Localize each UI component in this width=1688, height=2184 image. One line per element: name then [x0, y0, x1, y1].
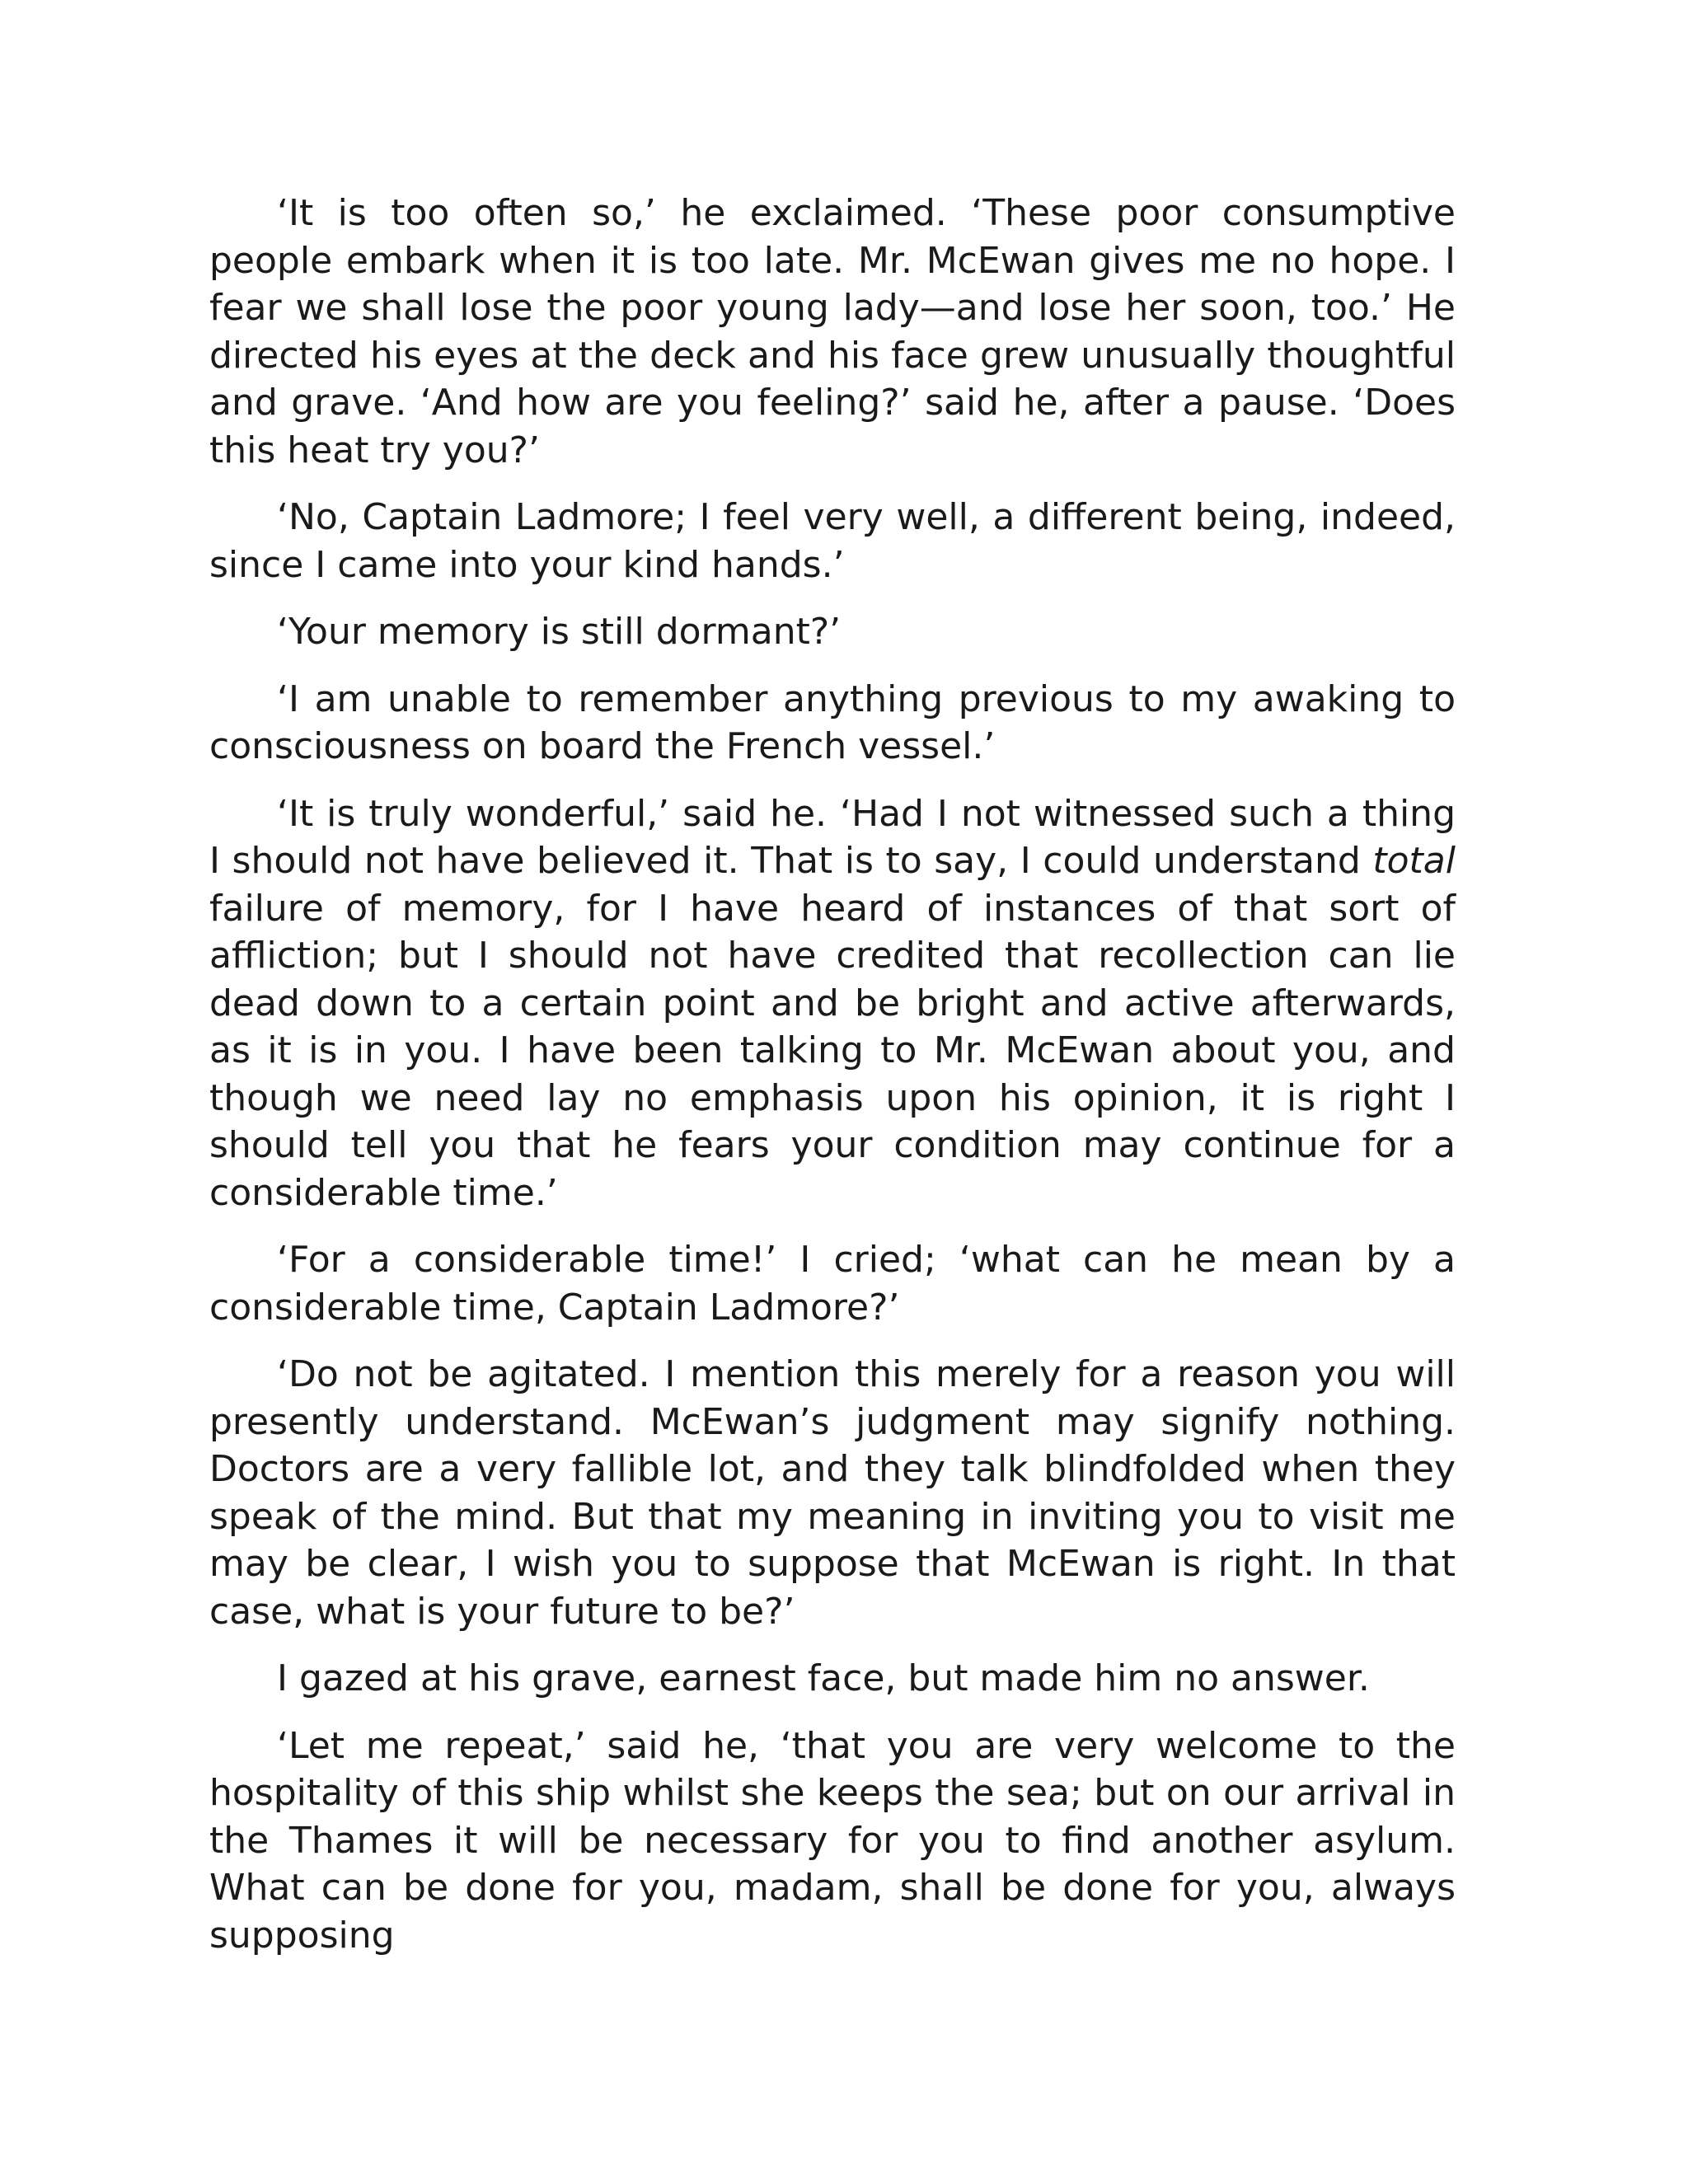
- page-body: [209, 190, 1456, 1979]
- paragraph-2: ‘No, Captain Ladmore; I feel very well, a different being, indeed, since I came into your kind hands.’: [209, 496, 1456, 586]
- paragraph-5-text-before: ‘It is truly wonderful,’ said he. ‘Had I not witnessed such a thing I should not have believed it. That is to say, I could understand: [209, 792, 1456, 882]
- paragraph-5-text-after: failure of memory, for I have heard of instances of that sort of affliction; but I should not have credited that recollection can lie dead down to a certain point and be bright and active afterwards, as it is in you. I have been talking to Mr. McEwan about you, and though we need lay no emphasis upon his opinion, it is right I should tell you that he fears your condition may continue for a considerable time.’: [209, 887, 1456, 1214]
- paragraph-5: [209, 790, 1456, 1217]
- emphasis-total: total: [1372, 840, 1456, 882]
- paragraph-3: ‘Your memory is still dormant?’: [277, 611, 842, 653]
- paragraph-9: ‘Let me repeat,’ said he, ‘that you are very welcome to the hospitality of this ship whilst she keeps the sea; but on our arrival in the Thames it will be necessary for you to find another asylum. What can be done for you, madam, shall be done for you, always supposing: [209, 1724, 1456, 1957]
- paragraph-4: ‘I am unable to remember anything previous to my awaking to consciousness on board the French vessel.’: [209, 677, 1456, 767]
- paragraph-1: ‘It is too often so,’ he exclaimed. ‘These poor consumptive people embark when it is too late. Mr. McEwan gives me no hope. I fear we shall lose the poor young lady—and lose her soon, too.’ He directed his eyes at the deck and his face grew unusually thoughtful and grave. ‘And how are you feeling?’ said he, after a pause. ‘Does this heat try you?’: [209, 192, 1456, 471]
- paragraph-6: ‘For a considerable time!’ I cried; ‘what can he mean by a considerable time, Captain Ladmore?’: [209, 1239, 1456, 1329]
- paragraph-8: I gazed at his grave, earnest face, but made him no answer.: [277, 1657, 1370, 1699]
- paragraph-7: ‘Do not be agitated. I mention this merely for a reason you will presently understand. McEwan’s judgment may signify nothing. Doctors are a very fallible lot, and they talk blindfolded when they speak of the mind. But that my meaning in inviting you to visit me may be clear, I wish you to suppose that McEwan is right. In that case, what is your future to be?’: [209, 1353, 1456, 1633]
